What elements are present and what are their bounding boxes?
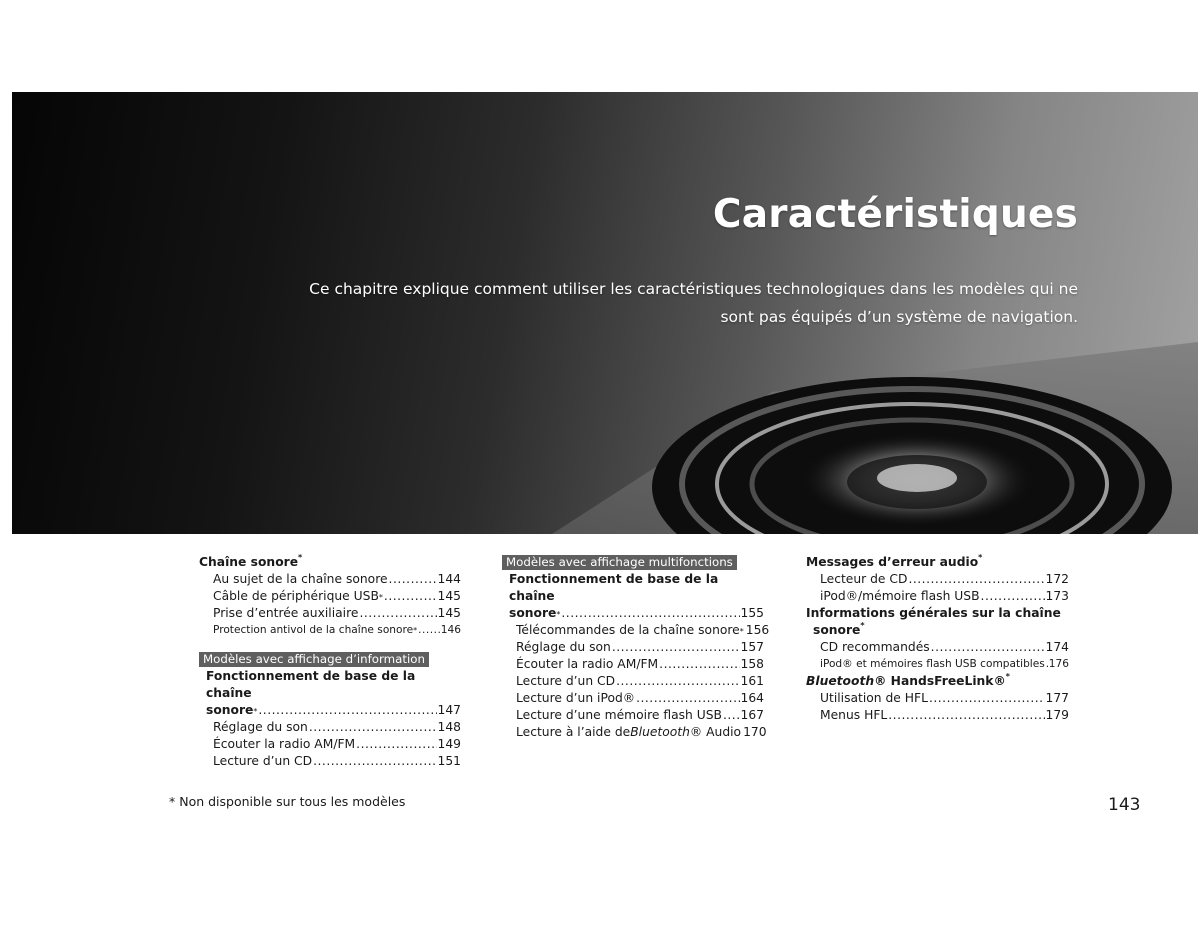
toc-entry[interactable]: Lecture d’une mémoire flash USB ..... 167: [502, 707, 764, 724]
toc-heading-messages-erreur[interactable]: Messages d’erreur audio*: [806, 553, 983, 569]
toc-entry[interactable]: Menus HFL ..... 179: [806, 707, 1069, 724]
footnote: * Non disponible sur tous les modèles: [169, 794, 406, 809]
toc-entry[interactable]: Lecture d’un CD ..... 161: [502, 673, 764, 690]
toc-entry[interactable]: Lecture d’un iPod® ..... 164: [502, 690, 764, 707]
section-tag-affichage-information: Modèles avec affichage d’information: [199, 652, 429, 667]
toc-heading-informations-line2[interactable]: sonore*: [813, 621, 865, 637]
toc-entry[interactable]: Réglage du son ..... 148: [199, 719, 461, 736]
page-number: 143: [1108, 795, 1141, 815]
chapter-intro: Ce chapitre explique comment utiliser les caractéristiques technologiques dans les modèles qui ne sont pas équipés d’un système de navigation.: [309, 280, 1078, 326]
toc-column-2: [502, 554, 770, 741]
toc-entry[interactable]: Écouter la radio AM/FM ..... 158: [502, 656, 764, 673]
toc-column-1: [199, 554, 461, 770]
toc-heading-handsfreelink[interactable]: Bluetooth® HandsFreeLink®*: [806, 672, 1010, 688]
toc-heading-line2[interactable]: sonore * ..... 155: [502, 605, 764, 622]
toc-column-3: [806, 554, 1069, 724]
toc-entry[interactable]: iPod®/mémoire flash USB ..... 173: [806, 588, 1069, 605]
toc-entry[interactable]: Lecteur de CD ..... 172: [806, 571, 1069, 588]
toc-entry[interactable]: Protection antivol de la chaîne sonore * ..... 146: [199, 622, 461, 639]
toc-heading-line1[interactable]: Fonctionnement de base de la chaîne: [509, 572, 719, 603]
toc-subheading-line1[interactable]: Fonctionnement de base de la chaîne: [206, 669, 416, 700]
toc-entry[interactable]: Câble de périphérique USB * ..... 145: [199, 588, 461, 605]
section-tag-affichage-multifonctions: Modèles avec affichage multifonctions: [502, 555, 737, 570]
toc-entry[interactable]: Écouter la radio AM/FM ..... 149: [199, 736, 461, 753]
toc-entry[interactable]: Lecture à l’aide de Bluetooth ® Audio 170: [516, 725, 767, 739]
toc-entry[interactable]: iPod® et mémoires flash USB compatibles ..... 176: [806, 656, 1069, 673]
chapter-banner: [12, 92, 1198, 534]
toc-entry[interactable]: Télécommandes de la chaîne sonore * 156: [516, 623, 770, 637]
toc-entry[interactable]: Lecture d’un CD ..... 151: [199, 753, 461, 770]
toc-heading-chaine-sonore[interactable]: Chaîne sonore*: [199, 553, 303, 569]
toc-entry[interactable]: Au sujet de la chaîne sonore ..... 144: [199, 571, 461, 588]
chapter-title: Caractéristiques: [712, 192, 1078, 237]
toc-subheading-line2[interactable]: sonore * ..... 147: [199, 702, 461, 719]
toc-entry[interactable]: Prise d’entrée auxiliaire ..... 145: [199, 605, 461, 622]
toc-entry[interactable]: Utilisation de HFL ..... 177: [806, 690, 1069, 707]
toc-entry[interactable]: CD recommandés ..... 174: [806, 639, 1069, 656]
toc-heading-informations-line1[interactable]: Informations générales sur la chaîne: [806, 606, 1061, 620]
toc-entry[interactable]: Réglage du son ..... 157: [502, 639, 764, 656]
